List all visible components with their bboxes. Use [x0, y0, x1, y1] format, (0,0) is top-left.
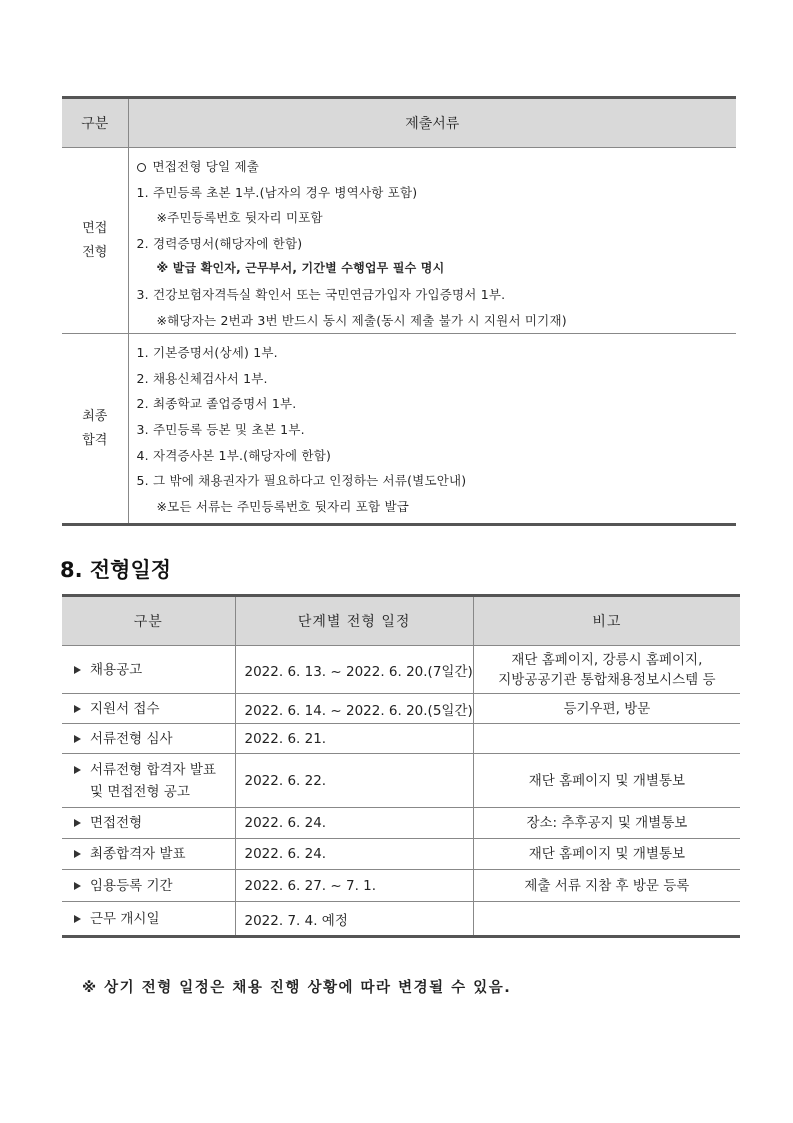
document-line: ※모든 서류는 주민등록번호 뒷자리 포함 발급 — [156, 498, 409, 514]
document-line: 면접전형 당일 제출 — [137, 154, 737, 180]
document-line: 5. 그 밖에 채용권자가 필요하다고 인정하는 서류(별도안내) — [136, 473, 467, 489]
schedule-date: 2022. 6. 21. — [235, 724, 473, 754]
schedule-date: 2022. 6. 14. ~ 2022. 6. 20.(5일간) — [235, 694, 473, 724]
document-line: 2. 경력증명서(해당자에 한함) — [136, 235, 303, 251]
schedule-row — [62, 754, 740, 808]
schedule-note: 재단 홈페이지 및 개별통보 — [473, 754, 740, 808]
document-line: 2. 채용신체검사서 1부. — [136, 370, 268, 386]
schedule-row — [62, 839, 740, 870]
header-category: 구분 — [62, 98, 128, 148]
triangle-bullet-icon — [74, 915, 81, 923]
triangle-bullet-icon — [74, 666, 81, 674]
schedule-note — [473, 724, 740, 754]
schedule-step: 서류전형 심사 — [62, 724, 235, 754]
triangle-bullet-icon — [74, 735, 81, 743]
schedule-note — [473, 902, 740, 937]
final-row — [62, 334, 736, 525]
triangle-bullet-icon — [74, 766, 81, 774]
circle-bullet-icon — [137, 163, 146, 172]
schedule-step: 면접전형 — [62, 808, 235, 839]
header-note: 비고 — [473, 596, 740, 646]
document-line: 2. 최종학교 졸업증명서 1부. — [136, 396, 297, 412]
category-line: 면접 — [82, 220, 108, 236]
schedule-step: 임용등록 기간 — [62, 870, 235, 902]
schedule-row — [62, 870, 740, 902]
schedule-table — [62, 594, 740, 938]
header-step: 구분 — [62, 596, 235, 646]
category-line: 최종 — [82, 408, 108, 424]
schedule-row — [62, 902, 740, 937]
schedule-date: 2022. 7. 4. 예정 — [235, 902, 473, 937]
schedule-date: 2022. 6. 27. ~ 7. 1. — [235, 870, 473, 902]
footnote: ※ 상기 전형 일정은 채용 진행 상황에 따라 변경될 수 있음. — [82, 980, 512, 996]
document-line: 3. 건강보험자격득실 확인서 또는 국민연금가입자 가입증명서 1부. — [136, 286, 506, 302]
schedule-date: 2022. 6. 24. — [235, 808, 473, 839]
schedule-step: 채용공고 — [62, 646, 235, 694]
schedule-note: 제출 서류 지참 후 방문 등록 — [473, 870, 740, 902]
schedule-note: 재단 홈페이지 및 개별통보 — [473, 839, 740, 870]
documents-table — [62, 96, 736, 526]
triangle-bullet-icon — [74, 882, 81, 890]
schedule-row — [62, 694, 740, 724]
schedule-row — [62, 724, 740, 754]
schedule-date: 2022. 6. 24. — [235, 839, 473, 870]
schedule-step: 지원서 접수 — [62, 694, 235, 724]
document-line: 1. 주민등록 초본 1부.(남자의 경우 병역사항 포함) — [136, 184, 418, 200]
schedule-date: 2022. 6. 13. ~ 2022. 6. 20.(7일간) — [235, 646, 473, 694]
interview-documents-list — [129, 154, 737, 333]
schedule-note: 등기우편, 방문 — [473, 694, 740, 724]
schedule-step: 근무 개시일 — [62, 902, 235, 937]
category-line: 합격 — [82, 432, 108, 448]
document-line: 3. 주민등록 등본 및 초본 1부. — [136, 421, 305, 437]
category-interview — [62, 148, 128, 334]
final-documents-list — [129, 340, 737, 519]
triangle-bullet-icon — [74, 819, 81, 827]
section-title: 8. 전형일정 — [60, 558, 172, 582]
document-line: 4. 자격증사본 1부.(해당자에 한함) — [136, 447, 332, 463]
header-documents: 제출서류 — [128, 98, 736, 148]
triangle-bullet-icon — [74, 705, 81, 713]
schedule-date: 2022. 6. 22. — [235, 754, 473, 808]
schedule-step: 최종합격자 발표 — [62, 839, 235, 870]
schedule-row — [62, 646, 740, 694]
document-line: ※주민등록번호 뒷자리 미포함 — [156, 210, 323, 226]
category-final — [62, 334, 128, 525]
document-line: ※해당자는 2번과 3번 반드시 동시 제출(동시 제출 불가 시 지원서 미기재) — [156, 312, 567, 328]
schedule-note: 재단 홈페이지, 강릉시 홈페이지, 지방공공기관 통합채용정보시스템 등 — [473, 646, 740, 694]
header-date: 단계별 전형 일정 — [235, 596, 473, 646]
document-line: 1. 기본증명서(상세) 1부. — [136, 345, 278, 361]
schedule-note: 장소: 추후공지 및 개별통보 — [473, 808, 740, 839]
interview-row — [62, 148, 736, 334]
schedule-row — [62, 808, 740, 839]
category-line: 전형 — [82, 244, 108, 260]
triangle-bullet-icon — [74, 850, 81, 858]
schedule-step: 서류전형 합격자 발표 및 면접전형 공고 — [62, 754, 235, 808]
document-line: ※ 발급 확인자, 근무부서, 기간별 수행업무 필수 명시 — [156, 261, 445, 276]
